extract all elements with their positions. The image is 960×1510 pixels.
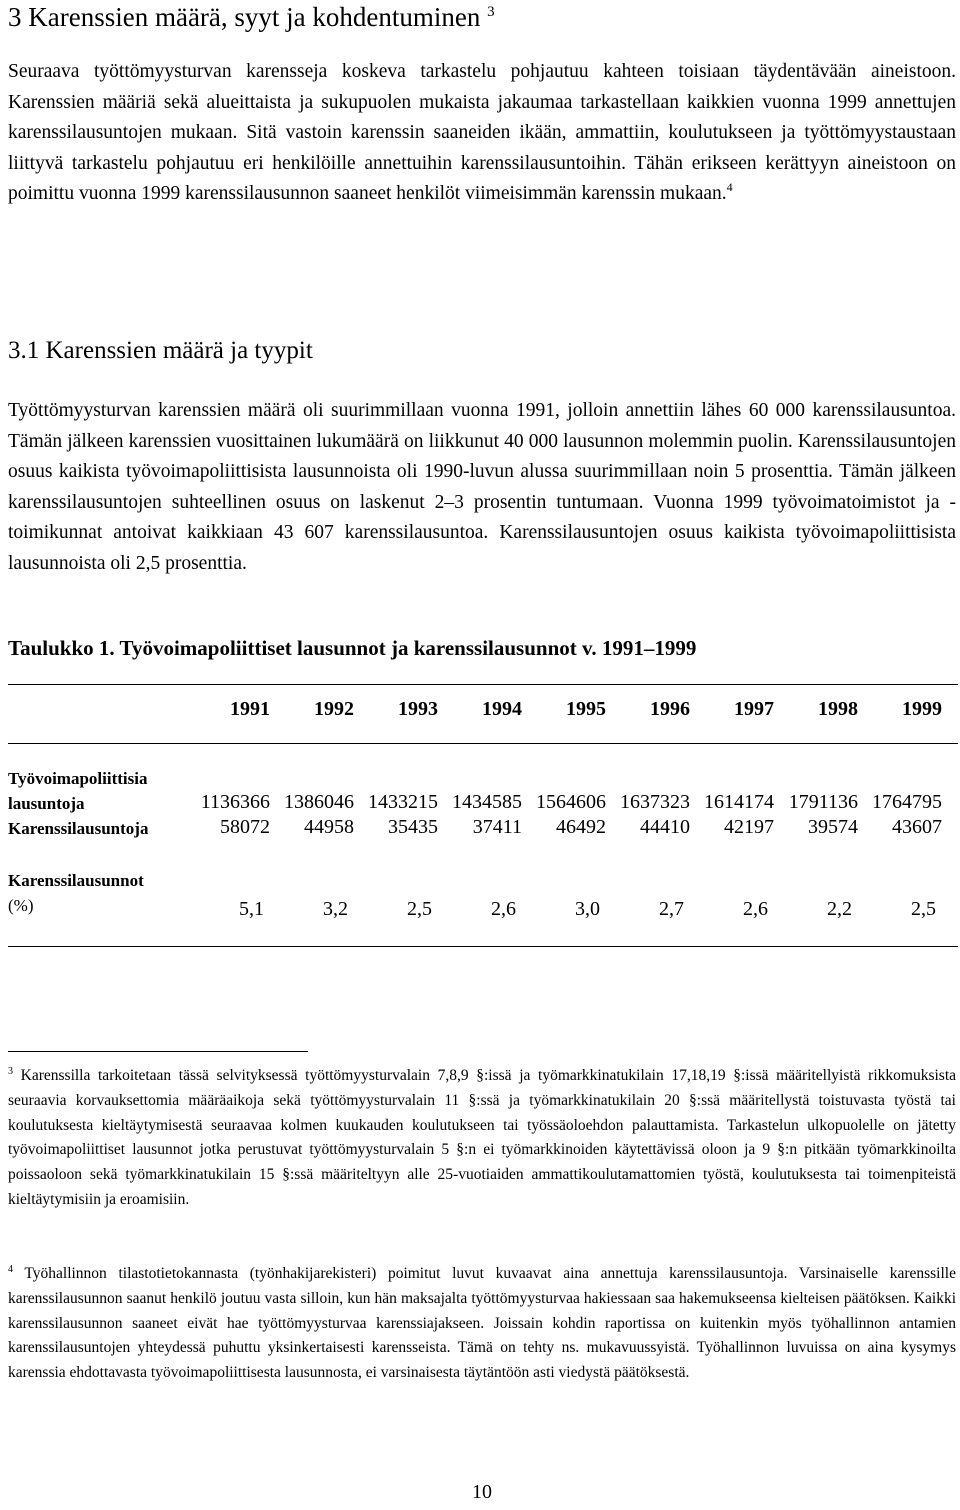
year-header: 1997 [734, 698, 774, 720]
year-header: 1998 [818, 698, 858, 720]
table-cell: 2,6 [743, 898, 768, 920]
table-cell: 1614174 [704, 791, 774, 813]
table-cell: 46492 [556, 816, 606, 838]
footnote-text: Karenssilla tarkoitetaan tässä selvityksessä työttömyysturvalain 7,8,9 §:issä ja työmarkkinatukilain 17,18,19 §:issä määritellyistä rikkomuksista seuraavia korvauksettomia määräaikoja sekä työttömyysturvalain 11 §:ssä ja työmarkkinatukilain 20 §:ssä määritellystä toistuvasta työstä tai koulutuksesta kieltäytymisestä seuraavaa kolmen kuukauden koulutukseen tai työssäoloehdon palauttamista. Tarkastelun ulkopuolelle on jätetty työvoimapoliittiset lausunnot jotka perustuvat työttömyysturvalain 5 §:n ei työmarkkinoiden käytettävissä oloon ja 9 §:n pitkään työmarkkinoilta poissaoloon sekä työmarkkinatukilain 15 §:ssä määriteltyyn alle 25-vuotiaiden ammattikoulutamattomien työstä, koulutuksesta tai toimenpiteistä kieltäytymisiin ja eroamisiin. [8, 1067, 956, 1208]
row-label [8, 868, 144, 918]
year-header: 1993 [398, 698, 438, 720]
table-cell: 1136366 [200, 791, 270, 813]
year-header: 1995 [566, 698, 606, 720]
table-bottom-rule [8, 946, 958, 947]
row-label: Karenssilausuntoja [8, 819, 149, 838]
footnote-4 [8, 1262, 956, 1386]
table-cell: 3,0 [575, 898, 600, 920]
table-cell: 39574 [808, 816, 858, 838]
row-label-line: Työvoimapoliittisia [8, 769, 148, 788]
chapter-title [8, 2, 495, 33]
table-cell: 1637323 [620, 791, 690, 813]
section-heading: 3.1 Karenssien määrä ja tyypit [8, 337, 313, 364]
table-cell: 3,2 [323, 898, 348, 920]
table-cell: 1434585 [452, 791, 522, 813]
footnote-text: Työhallinnon tilastotietokannasta (työnhakijarekisteri) poimitut luvut kuvaavat aina annettuja karenssilausuntoja. Varsinaiselle karenssille karenssilausunnon saanut henkilö joutuu vasta silloin, kun hän maksajalta työttömyysturvaa hakiessaan saa hakemukseensa kielteisen päätöksen. Kaikki karenssilausunnon saaneet eivät hae työttömyysturvaa karenssiajakseen. Joissain kohdin raportissa on kuitenkin myös työhallinnon antamien karenssilausuntojen yhteydessä puhuttu yksinkertaisesti karensseista. Tämä on tehty ns. mukavuussyistä. Työhallinnon luvuissa on aina kysymys karenssia ehdottavasta työvoimapoliittisesta lausunnosta, ei varsinaisesta täytäntöön asti viedystä päätöksestä. [8, 1265, 956, 1382]
year-header: 1992 [314, 698, 354, 720]
footnote-number: 4 [8, 1264, 13, 1275]
footnote-separator [8, 1051, 308, 1052]
table-cell: 44958 [304, 816, 354, 838]
table-cell: 1791136 [788, 791, 858, 813]
table-cell: 37411 [472, 816, 522, 838]
table-cell: 2,5 [407, 898, 432, 920]
row-label-line: lausuntoja [8, 794, 85, 813]
table-cell: 58072 [220, 816, 270, 838]
page-number: 10 [472, 1481, 492, 1503]
footnote-ref-4: 4 [726, 180, 733, 195]
footnote-number: 3 [8, 1066, 13, 1077]
table-cell: 1386046 [284, 791, 354, 813]
year-header: 1999 [902, 698, 942, 720]
table-cell: 1564606 [536, 791, 606, 813]
table-cell: 2,5 [911, 898, 936, 920]
table-header-rule [8, 743, 958, 744]
section-paragraph: Työttömyysturvan karenssien määrä oli suurimmillaan vuonna 1991, jolloin annettiin lähes 60 000 karenssilausuntoa. Tämän jälkeen karenssien vuosittainen lukumäärä on liikkunut 40 000 lausunnon molemmin puolin. Karenssilausuntojen osuus kaikista työvoimapoliittisista lausunnoista oli 1990-luvun alussa suurimmillaan noin 5 prosenttia. Tämän jälkeen karenssilausuntojen suhteellinen osuus on laskenut 2–3 prosentin tuntumaan. Vuonna 1999 työvoimatoimistot ja -toimikunnat antoivat kaikkiaan 43 607 karenssilausuntoa. Karenssilausuntojen osuus kaikista työvoimapoliittisista lausunnoista oli 2,5 prosenttia. [8, 400, 956, 574]
table-cell: 42197 [724, 816, 774, 838]
table-cell: 43607 [892, 816, 942, 838]
footnote-ref-3: 3 [487, 4, 495, 20]
table-caption: Taulukko 1. Työvoimapoliittiset lausunnot ja karenssilausunnot v. 1991–1999 [8, 636, 697, 660]
intro-paragraph [8, 57, 956, 210]
table-top-rule [8, 684, 958, 685]
footnote-3 [8, 1064, 956, 1213]
table-cell: 2,7 [659, 898, 684, 920]
table-cell: 2,2 [827, 898, 852, 920]
row-label-line: Karenssilausunnot [8, 871, 144, 890]
row-label [8, 766, 147, 816]
table-cell: 2,6 [491, 898, 516, 920]
year-header: 1994 [482, 698, 522, 720]
table-cell: 35435 [388, 816, 438, 838]
table-cell: 1764795 [872, 791, 942, 813]
row-label-line: (%) [8, 896, 34, 915]
chapter-title-text: 3 Karenssien määrä, syyt ja kohdentuminen [8, 2, 481, 32]
table-cell: 1433215 [368, 791, 438, 813]
table-cell: 44410 [640, 816, 690, 838]
year-header: 1996 [650, 698, 690, 720]
year-header: 1991 [230, 698, 270, 720]
table-cell: 5,1 [239, 898, 264, 920]
intro-paragraph-text: Seuraava työttömyysturvan karensseja koskeva tarkastelu pohjautuu kahteen toisiaan täydentävään aineistoon. Karenssien määriä sekä alueittaista ja sukupuolen mukaista jakaumaa tarkastellaan kaikkien vuonna 1999 annettujen karenssilausuntojen mukaan. Sitä vastoin karenssin saaneiden ikään, ammattiin, koulutukseen ja työttömyystaustaan liittyvä tarkastelu pohjautuu eri henkilöille annettuihin karenssilausuntoihin. Tähän erikseen kerättyyn aineistoon on poimittu vuonna 1999 karenssilausunnon saaneet henkilöt viimeisimmän karenssin mukaan. [8, 61, 956, 205]
